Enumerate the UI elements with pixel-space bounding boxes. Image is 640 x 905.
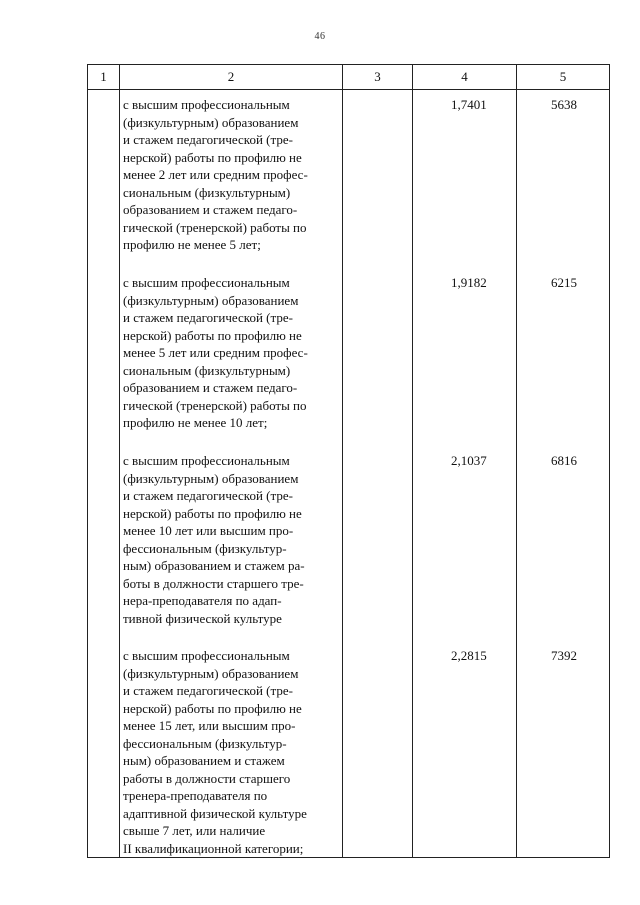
column-header-2: 2 xyxy=(120,65,343,90)
document-table xyxy=(87,64,610,858)
column-header-4: 4 xyxy=(413,65,517,90)
qualification-text-2: с высшим профессиональным (физкультурным) образованием и стажем педагогической (тре- нерской) работы по профилю не менее 5 лет или средним профес- сиональным (физкультурным) образованием и стажем педаго- гической (тренерской) работы по профилю не менее 10 лет; xyxy=(123,275,308,430)
salary-value-1: 5638 xyxy=(551,97,577,112)
coefficient-value-1: 1,7401 xyxy=(451,97,487,112)
column-header-3: 3 xyxy=(343,65,413,90)
column-header-5: 5 xyxy=(517,65,610,90)
column-1-cell xyxy=(88,90,120,858)
table-body-row xyxy=(88,90,610,858)
column-3-cell xyxy=(343,90,413,858)
coefficient-value-4: 2,2815 xyxy=(451,648,487,663)
salary-value-3: 6816 xyxy=(551,453,577,468)
table-header-row xyxy=(88,65,610,90)
salary-value-2: 6215 xyxy=(551,275,577,290)
column-4-cell xyxy=(413,90,517,858)
qualification-text-4: с высшим профессиональным (физкультурным) образованием и стажем педагогической (тре- нерской) работы по профилю не менее 15 лет, или высшим про- фессиональным (физкультур- ным) образованием и стажем работы в должности старшего тренера-преподавателя по адаптивной физической культуре свыше 7 лет, или наличие II квалификационной категории; xyxy=(123,648,307,856)
qualification-text-1: с высшим профессиональным (физкультурным) образованием и стажем педагогической (тре- нерской) работы по профилю не менее 2 лет или средним профес- сиональным (физкультурным) образованием и стажем педаго- гической (тренерской) работы по профилю не менее 5 лет; xyxy=(123,97,308,252)
salary-value-4: 7392 xyxy=(551,648,577,663)
column-header-1: 1 xyxy=(88,65,120,90)
column-2-cell xyxy=(120,90,343,858)
column-5-cell xyxy=(517,90,610,858)
qualification-text-3: с высшим профессиональным (физкультурным) образованием и стажем педагогической (тре- нерской) работы по профилю не менее 10 лет или высшим про- фессиональным (физкультур- ным) образованием и стажем ра- боты в должности старшего тре- нера-преподавателя по адап- тивной физической культуре xyxy=(123,453,305,626)
page-number: 46 xyxy=(314,31,326,42)
coefficient-value-3: 2,1037 xyxy=(451,453,487,468)
coefficient-value-2: 1,9182 xyxy=(451,275,487,290)
